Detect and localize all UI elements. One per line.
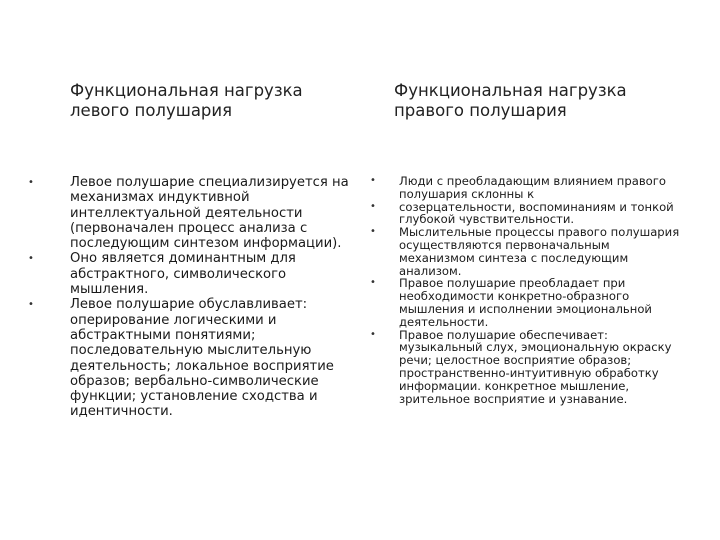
list-item-text: Левое полушарие специализируется на механизмах индуктивной интеллектуальной деятельности (первоначален процесс анализа с последующим синтезом информации). [70,175,349,252]
list-item [26,297,356,419]
list-item-text: Мыслительные процессы правого полушария осуществляются первоначальным механизмом синтеза с последующим анализом. [399,225,680,278]
list-item-text: Оно является доминантным для абстрактного, символического мышления. [70,251,296,298]
bullet-icon: • [370,175,376,186]
list-item-text: Правое полушарие преобладает при необходимости конкретно-образного мышления и исполнении эмоциональной деятельности. [399,276,652,329]
right-heading: Функциональная нагрузка правого полушария [394,81,627,120]
bullet-icon: • [370,226,376,238]
left-heading: Функциональная нагрузка левого полушария [70,81,303,120]
list-item [362,175,682,201]
bullet-icon: • [28,299,34,311]
list-item [362,201,682,227]
bullet-icon: • [370,277,376,289]
list-item [26,175,356,251]
list-item-text: Правое полушарие обеспечивает: музыкальный слух, эмоциональную окраску речи; целостное восприятие образов; пространственно-интуитивную обработку информации. конкретное мышление, зрительное восприятие и узнавание. [399,327,672,406]
bullet-icon: • [28,177,34,188]
list-item-text: Левое полушарие обуславливает: оперирование логическими и абстрактными понятиями; последовательную мыслительную деятельность; локальное восприятие образов; вербально-символические функции; установление сходства и идентичности. [70,297,334,420]
list-item-text: Люди с преобладающим влиянием правого полушария склонны к [399,174,666,201]
right-list [362,175,682,405]
list-item [26,251,356,297]
bullet-icon: • [28,253,34,265]
list-item-text: созерцательности, воспоминаниям и тонкой глубокой чувствительности. [399,199,674,227]
list-item [362,329,682,406]
list-item [362,226,682,277]
bullet-icon: • [370,200,376,212]
left-list [26,175,356,420]
list-item [362,277,682,328]
bullet-icon: • [370,328,376,340]
